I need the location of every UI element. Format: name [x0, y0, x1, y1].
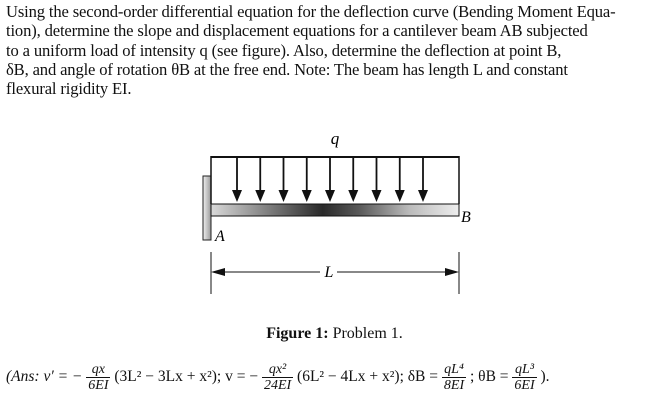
load-arrow: [325, 158, 335, 202]
problem-line: tion), determine the slope and displacement equations for a cantilever beam AB subjected: [6, 21, 588, 41]
fraction-numerator: qL³: [512, 362, 536, 378]
problem-line: Using the second-order differential equation for the deflection curve (Bending Moment Equa-: [6, 2, 616, 21]
figure-caption: [0, 325, 669, 343]
answer-close: ).: [540, 368, 550, 386]
fraction-numerator: qx²: [262, 362, 293, 378]
fraction-numerator: qL⁴: [442, 362, 466, 378]
problem-statement: [6, 2, 664, 98]
fraction-denominator: 6EI: [88, 378, 109, 393]
fraction-denominator: 6EI: [514, 378, 535, 393]
fixed-support-wall: [203, 176, 211, 240]
fraction-denominator: 24EI: [263, 378, 292, 393]
load-arrow: [395, 158, 405, 202]
distributed-load-box: [211, 156, 459, 158]
figure-caption-text: Problem 1.: [332, 325, 403, 342]
load-arrow: [255, 158, 265, 202]
answer-text: (3L² − 3Lx + x²); v = −: [114, 368, 259, 386]
load-arrows: [232, 158, 428, 202]
problem-line: to a uniform load of intensity q (see figure). Also, determine the deflection at point B,: [6, 40, 562, 60]
cantilever-beam-figure: [195, 124, 485, 308]
answer-text: ; θB =: [469, 368, 509, 386]
beam-diagram: [195, 124, 485, 304]
fraction-denominator: 8EI: [443, 378, 465, 393]
length-label: L: [324, 264, 334, 281]
load-arrow: [348, 158, 358, 202]
load-arrow: [279, 158, 289, 202]
answer-open: (Ans: v′ = −: [6, 368, 83, 386]
fraction-slope: [86, 362, 110, 393]
problem-line: δB, and angle of rotation θB at the free end. Note: The beam has length L and constant: [6, 59, 568, 79]
answer-line: [6, 362, 666, 393]
answer-text: (6L² − 4Lx + x²); δB =: [297, 368, 439, 386]
load-arrow: [372, 158, 382, 202]
point-b-label: B: [461, 209, 471, 226]
load-arrow: [418, 158, 428, 202]
load-arrow: [232, 158, 242, 202]
problem-line: flexural rigidity EI.: [6, 79, 132, 99]
load-arrow: [302, 158, 312, 202]
fraction-deflection: [262, 362, 293, 393]
point-a-label: A: [215, 228, 225, 245]
load-label: q: [330, 129, 340, 148]
fraction-numerator: qx: [86, 362, 110, 378]
figure-caption-prefix: Figure 1:: [266, 325, 329, 342]
fraction-delta-b: [442, 362, 466, 393]
beam: [211, 204, 459, 216]
fraction-theta-b: [512, 362, 536, 393]
